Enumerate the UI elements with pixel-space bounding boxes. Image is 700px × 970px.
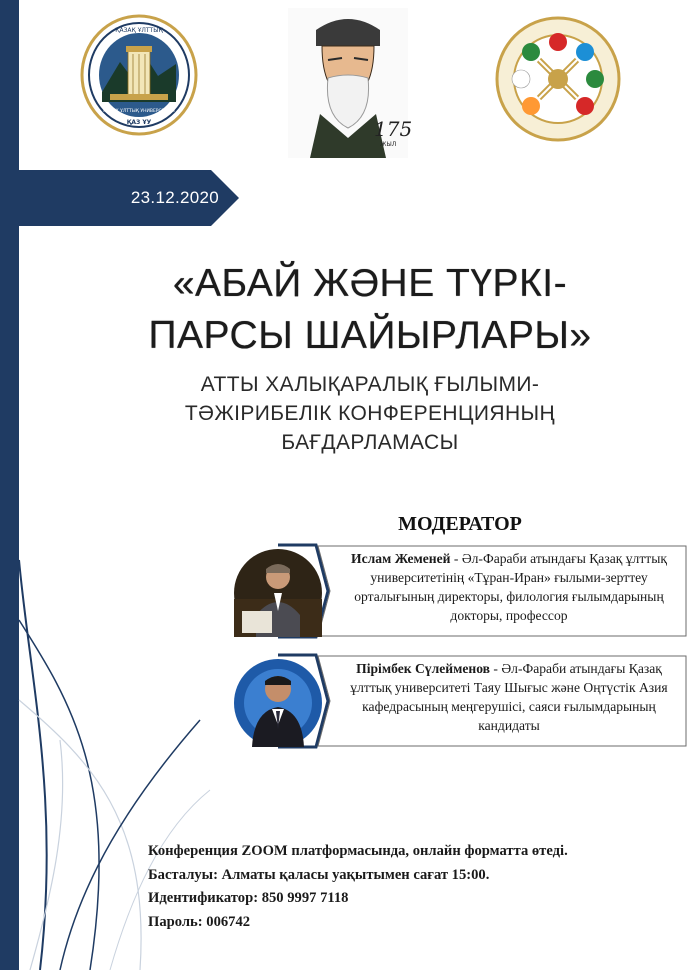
conference-subtitle: [140, 370, 600, 457]
title-line-2: ПАРСЫ ШАЙЫРЛАРЫ»: [148, 314, 592, 357]
conference-info: [148, 840, 688, 934]
moderator-heading: МОДЕРАТОР: [398, 513, 522, 535]
kaznu-top-text: ҚАЗАҚ ҰЛТТЫҚ: [115, 27, 163, 34]
left-navy-stripe: [0, 0, 19, 970]
moderator-text: [336, 549, 682, 625]
subtitle-line-1: АТТЫ ХАЛЫҚАРАЛЫҚ ҒЫЛЫМИ-: [200, 373, 540, 396]
subtitle-line-3: БАҒДАРЛАМАСЫ: [281, 431, 459, 454]
moderator-photo: [234, 549, 322, 637]
title-line-1: «АБАЙ ЖӘНЕ ТҮРКІ-: [172, 262, 568, 305]
conference-title: [110, 258, 630, 362]
moderator-photo: [234, 659, 322, 747]
kaznu-logo: [80, 14, 198, 136]
moderator-card: [228, 545, 688, 637]
kaznu-bottom-text: ҚАЗАҚ ҰЛТТЫҚ УНИВЕРСИТЕТІ: [103, 109, 175, 114]
moderator-name: Ислам Жеменей: [351, 551, 451, 566]
subtitle-line-2: ТӘЖІРИБЕЛІК КОНФЕРЕНЦИЯНЫҢ: [184, 402, 556, 425]
abai-175-logo: [288, 8, 413, 158]
event-date: 23.12.2020: [130, 188, 219, 207]
info-password: Пароль: 006742: [148, 913, 251, 930]
abai-year-suffix: ЖЫЛ: [380, 141, 397, 148]
date-banner: [19, 170, 239, 226]
info-platform: Конференция ZOOM платформасында, онлайн форматта өтеді.: [148, 843, 568, 859]
oriental-studies-logo: [495, 16, 621, 142]
info-start-time: Басталуы: Алматы қаласы уақытымен сағат 15:00.: [148, 866, 490, 883]
moderator-text: [336, 659, 682, 735]
abai-175-number: 175: [374, 117, 413, 141]
moderator-description: - Әл-Фараби атындағы Қазақ ұлттық университетінің «Тұран-Иран» ғылыми-зерттеу орталығының директоры, филология ғылымдарының докторы, профессор: [354, 551, 667, 623]
moderator-name: Пірімбек Сүлейменов: [356, 661, 491, 676]
moderator-card: [228, 655, 688, 747]
moderator-description: - Әл-Фараби атындағы Қазақ ұлттық университеті Таяу Шығыс және Оңтүстік Азия кафедрасының меңгерушісі, саяси ғылымдарының кандидаты: [350, 661, 668, 733]
info-meeting-id: Идентификатор: 850 9997 7118: [148, 890, 349, 906]
kaznu-short-text: ҚАЗ ҰУ: [126, 119, 152, 126]
